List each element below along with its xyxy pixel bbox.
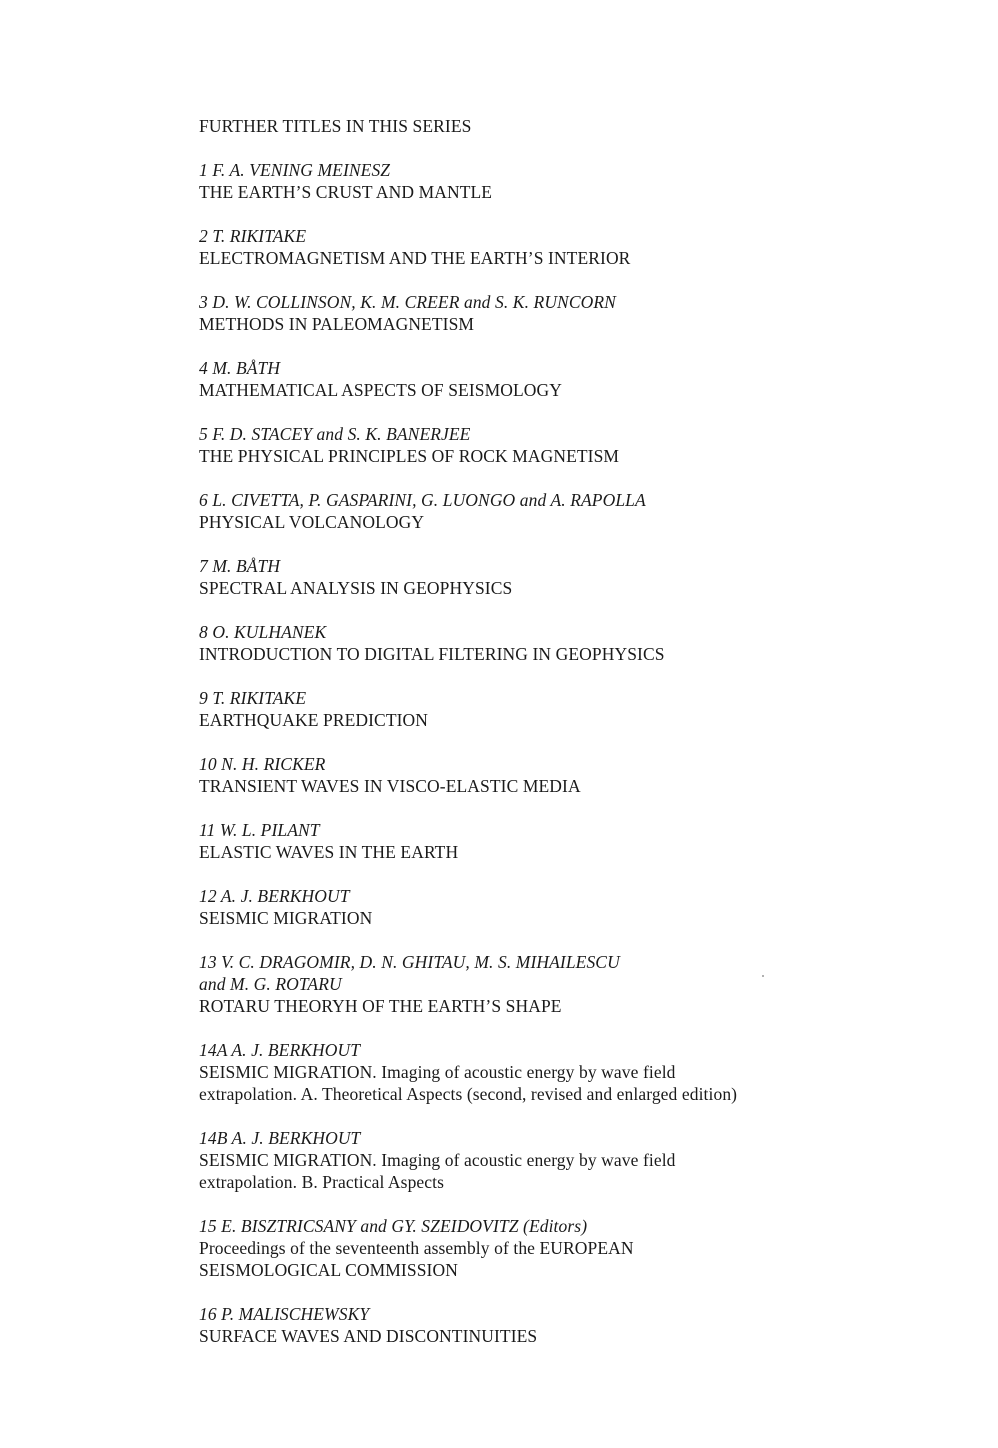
entry-author: 14B A. J. BERKHOUT bbox=[199, 1128, 361, 1148]
entry-title: MATHEMATICAL ASPECTS OF SEISMOLOGY bbox=[199, 380, 563, 400]
series-entry bbox=[199, 357, 919, 401]
entry-author: 9 T. RIKITAKE bbox=[199, 688, 307, 708]
entry-title: THE EARTH’S CRUST AND MANTLE bbox=[199, 182, 493, 202]
series-entry bbox=[199, 489, 919, 533]
series-entry bbox=[199, 291, 919, 335]
entry-title: SEISMIC MIGRATION bbox=[199, 908, 373, 928]
entry-title: extrapolation. B. Practical Aspects bbox=[199, 1172, 445, 1192]
series-entry bbox=[199, 819, 919, 863]
entry-title: extrapolation. A. Theoretical Aspects (second, revised and enlarged edition) bbox=[199, 1084, 738, 1104]
entry-author: 3 D. W. COLLINSON, K. M. CREER and S. K. RUNCORN bbox=[199, 292, 616, 312]
entry-title: SURFACE WAVES AND DISCONTINUITIES bbox=[199, 1326, 538, 1346]
series-entry bbox=[199, 1127, 919, 1193]
entry-title: ELECTROMAGNETISM AND THE EARTH’S INTERIOR bbox=[199, 248, 631, 268]
entry-author: 13 V. C. DRAGOMIR, D. N. GHITAU, M. S. MIHAILESCU bbox=[199, 952, 620, 972]
entry-title: ROTARU THEORYH OF THE EARTH’S SHAPE bbox=[199, 996, 562, 1016]
entry-title: ELASTIC WAVES IN THE EARTH bbox=[199, 842, 459, 862]
entry-author: and M. G. ROTARU bbox=[199, 974, 342, 994]
entry-author: 11 W. L. PILANT bbox=[199, 820, 320, 840]
series-entry bbox=[199, 753, 919, 797]
entry-author: 15 E. BISZTRICSANY and GY. SZEIDOVITZ (Editors) bbox=[199, 1216, 588, 1236]
entry-title: SEISMOLOGICAL COMMISSION bbox=[199, 1260, 458, 1280]
series-entry bbox=[199, 1215, 919, 1281]
entry-author: 14A A. J. BERKHOUT bbox=[199, 1040, 361, 1060]
entry-author: 2 T. RIKITAKE bbox=[199, 226, 307, 246]
entry-title: SEISMIC MIGRATION. Imaging of acoustic energy by wave field bbox=[199, 1062, 676, 1082]
entry-title: Proceedings of the seventeenth assembly of the EUROPEAN bbox=[199, 1238, 634, 1258]
series-heading: FURTHER TITLES IN THIS SERIES bbox=[199, 116, 472, 136]
entry-title: METHODS IN PALEOMAGNETISM bbox=[199, 314, 475, 334]
entry-title: PHYSICAL VOLCANOLOGY bbox=[199, 512, 425, 532]
series-entry bbox=[199, 159, 919, 203]
series-list-page bbox=[199, 115, 919, 1369]
series-entry bbox=[199, 885, 919, 929]
entry-author: 16 P. MALISCHEWSKY bbox=[199, 1304, 370, 1324]
entry-author: 8 O. KULHANEK bbox=[199, 622, 327, 642]
scan-speck bbox=[762, 975, 764, 977]
entry-author: 12 A. J. BERKHOUT bbox=[199, 886, 350, 906]
entry-title: SEISMIC MIGRATION. Imaging of acoustic energy by wave field bbox=[199, 1150, 676, 1170]
entry-author: 7 M. BÅTH bbox=[199, 556, 281, 576]
series-entry bbox=[199, 555, 919, 599]
series-entry bbox=[199, 951, 919, 1017]
series-entry bbox=[199, 1303, 919, 1347]
entry-title: TRANSIENT WAVES IN VISCO-ELASTIC MEDIA bbox=[199, 776, 581, 796]
series-entry bbox=[199, 621, 919, 665]
series-entry bbox=[199, 423, 919, 467]
series-entry bbox=[199, 225, 919, 269]
entry-title: INTRODUCTION TO DIGITAL FILTERING IN GEOPHYSICS bbox=[199, 644, 665, 664]
series-entry bbox=[199, 687, 919, 731]
entry-author: 4 M. BÅTH bbox=[199, 358, 281, 378]
entry-author: 10 N. H. RICKER bbox=[199, 754, 326, 774]
entry-author: 6 L. CIVETTA, P. GASPARINI, G. LUONGO and A. RAPOLLA bbox=[199, 490, 646, 510]
entry-author: 5 F. D. STACEY and S. K. BANERJEE bbox=[199, 424, 471, 444]
entry-title: SPECTRAL ANALYSIS IN GEOPHYSICS bbox=[199, 578, 513, 598]
entry-title: THE PHYSICAL PRINCIPLES OF ROCK MAGNETISM bbox=[199, 446, 620, 466]
series-entry bbox=[199, 1039, 919, 1105]
entry-title: EARTHQUAKE PREDICTION bbox=[199, 710, 429, 730]
entry-author: 1 F. A. VENING MEINESZ bbox=[199, 160, 391, 180]
series-entries bbox=[199, 159, 919, 1347]
